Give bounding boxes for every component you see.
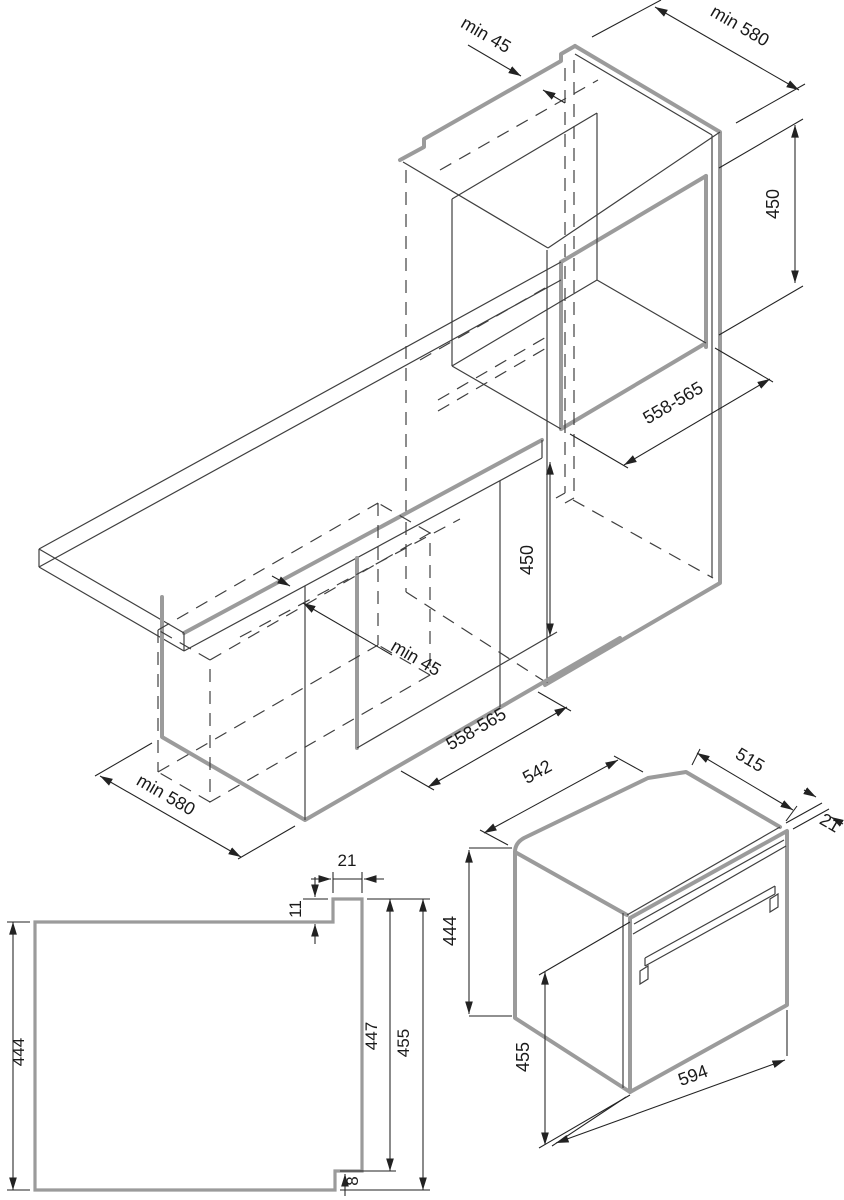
tall-cabinet-outline <box>400 46 720 685</box>
dim-label-niche-width-top: 558-565 <box>639 377 707 429</box>
dim-line-oven-594 <box>556 1060 785 1143</box>
dim-label-section-455: 455 <box>394 1028 413 1058</box>
dim-label-section-11: 11 <box>286 900 305 918</box>
installation-dimensions <box>95 0 805 859</box>
dim-label-section-444: 444 <box>9 1037 28 1067</box>
dim-label-section-447: 447 <box>362 1021 381 1051</box>
oven-isometric-view <box>440 744 844 1148</box>
side-section-view <box>7 851 430 1196</box>
dim-label-oven-515: 515 <box>732 743 769 777</box>
dim-label-oven-542: 542 <box>519 755 556 788</box>
dim-label-niche-depth-base: min 580 <box>133 770 199 820</box>
dim-label-vent-gap-top: min 45 <box>457 12 515 57</box>
oven-top-outline <box>515 772 780 915</box>
worktop-outline <box>39 262 561 651</box>
dim-label-oven-444: 444 <box>440 915 460 947</box>
dim-label-section-8: 8 <box>343 1176 362 1186</box>
dim-label-niche-height-base: 450 <box>517 544 537 576</box>
dim-label-niche-height-top: 450 <box>763 188 783 220</box>
dim-label-niche-depth-top: min 580 <box>707 1 773 51</box>
dim-label-oven-21: 21 <box>816 809 844 837</box>
dim-label-section-21: 21 <box>337 851 357 870</box>
dim-label-oven-594: 594 <box>675 1060 711 1090</box>
side-section-outline <box>35 899 362 1190</box>
dim-label-niche-width-base: 558-565 <box>442 703 510 755</box>
dim-label-vent-gap-base: min 45 <box>387 635 445 680</box>
dim-label-oven-455: 455 <box>513 1041 533 1073</box>
